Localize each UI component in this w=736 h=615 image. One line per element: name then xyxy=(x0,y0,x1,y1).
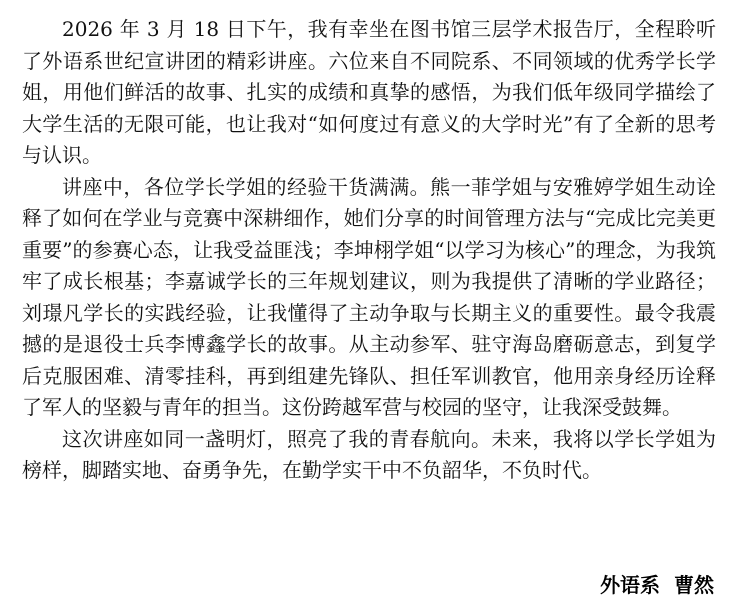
paragraph-intro: 2026 年 3 月 18 日下午，我有幸坐在图书馆三层学术报告厅，全程聆听了外语系世纪宣讲团的精彩讲座。六位来自不同院系、不同领域的优秀学长学姐，用他们鲜活的故事、扎实的成绩和真挚的感悟，为我们低年级同学描绘了大学生活的无限可能，也让我对“如何度过有意义的大学时光”有了全新的思考与认识。 xyxy=(22,17,716,167)
paragraph-conclusion: 这次讲座如同一盏明灯，照亮了我的青春航向。未来，我将以学长学姐为榜样，脚踏实地、奋勇争先，在勤学实干中不负韶华，不负时代。 xyxy=(22,426,716,482)
author-signature: 外语系 曹然 xyxy=(600,573,714,597)
article-body xyxy=(22,14,716,487)
paragraph-experiences: 讲座中，各位学长学姐的经验干货满满。熊一菲学姐与安雅婷学姐生动诠释了如何在学业与竞赛中深耕细作，她们分享的时间管理方法与“完成比完美更重要”的参赛心态，让我受益匪浅；李坤栩学姐“以学习为核心”的理念，为我筑牢了成长根基；李嘉诚学长的三年规划建议，则为我提供了清晰的学业路径；刘璟凡学长的实践经验，让我懂得了主动争取与长期主义的重要性。最令我震撼的是退役士兵李博鑫学长的故事。从主动参军、驻守海岛磨砺意志，到复学后克服困难、清零挂科，再到组建先锋队、担任军训教官，他用亲身经历诠释了军人的坚毅与青年的担当。这份跨越军营与校园的坚守，让我深受鼓舞。 xyxy=(22,174,716,419)
